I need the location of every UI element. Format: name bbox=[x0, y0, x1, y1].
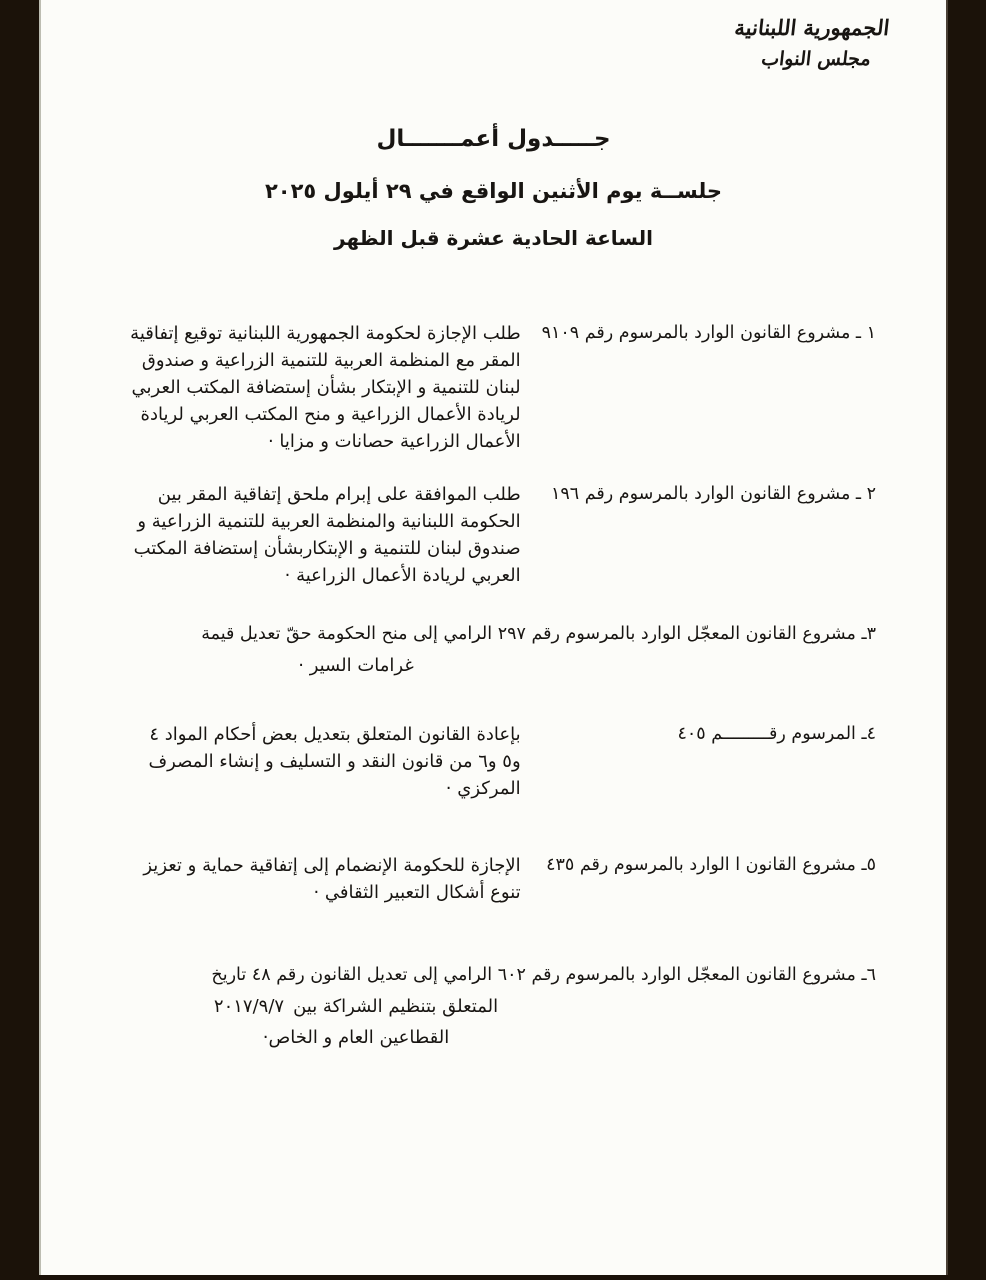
agenda-items bbox=[41, 320, 946, 1053]
item-2-heading: ٢ ـ مشروع القانون الوارد بالمرسوم رقم ١٩٦ bbox=[550, 484, 876, 504]
item-1-heading: ١ ـ مشروع القانون الوارد بالمرسوم رقم ٩١٠٩ bbox=[541, 323, 876, 343]
agenda-item-1 bbox=[41, 320, 946, 455]
item-2-description: طلب الموافقة على إبرام ملحق إتفاقية المقر بين الحكومة اللبنانية والمنظمة العربية للتنمية الزراعية و صندوق لبنان للتنمية و الإبتكاربشأن إستضافة المكتب العربي لريادة الأعمال الزراعية · bbox=[133, 484, 521, 586]
letterhead-parliament: مجلس النواب bbox=[758, 48, 872, 70]
agenda-item-2 bbox=[41, 481, 946, 589]
item-4-description: بإعادة القانون المتعلق بتعديل بعض أحكام المواد ٤ و٥ و٦ من قانون النقد و التسليف و إنشاء المصرف المركزي · bbox=[148, 724, 521, 799]
agenda-item-4 bbox=[41, 721, 946, 802]
item-6-line2-text: المتعلق بتنظيم الشراكة بين bbox=[293, 996, 499, 1017]
document-page bbox=[39, 0, 948, 1275]
scan-edge-left bbox=[948, 0, 986, 1280]
item-6-line1: ٦ـ مشروع القانون المعجّل الوارد بالمرسوم رقم ٦٠٢ الرامي إلى تعديل القانون رقم ٤٨ تاريخ bbox=[211, 965, 876, 985]
session-time-line: الساعة الحادية عشرة قبل الظهر bbox=[334, 226, 653, 250]
agenda-item-5 bbox=[41, 852, 946, 906]
agenda-title: جـــــدول أعمـــــــال bbox=[376, 126, 611, 152]
agenda-item-6 bbox=[41, 960, 946, 1053]
scan-edge-right bbox=[0, 0, 39, 1280]
item-1-description: طلب الإجازة لحكومة الجمهورية اللبنانية توقيع إتفاقية المقر مع المنظمة العربية للتنمية الزراعية و صندوق لبنان للتنمية و الإبتكار بشأن إستضافة المكتب العربي لريادة الأعمال الزراعية و منح المكتب العربي لريادة الأعمال الزراعية حصانات و مزايا · bbox=[130, 323, 521, 452]
item-6-line3: القطاعين العام و الخاص· bbox=[262, 1027, 450, 1048]
item-6-date: ٢٠١٧/٩/٧ bbox=[213, 996, 285, 1017]
item-6-line2 bbox=[186, 991, 526, 1022]
item-4-heading: ٤ـ المرسوم رقـــــــــم ٤٠٥ bbox=[677, 724, 876, 744]
session-date-line: جلســة يوم الأثنين الواقع في ٢٩ أيلول ٢٠٢٥ bbox=[264, 179, 723, 203]
agenda-item-3 bbox=[41, 619, 946, 681]
item-5-description: الإجازة للحكومة الإنضمام إلى إتفاقية حماية و تعزيز تنوع أشكال التعبير الثقافي · bbox=[143, 855, 521, 903]
item-5-heading: ٥ـ مشروع القانون ا الوارد بالمرسوم رقم ٤٣٥ bbox=[546, 855, 876, 875]
letterhead bbox=[41, 0, 946, 74]
item-3-line2: غرامات السير · bbox=[298, 655, 414, 676]
letterhead-republic: الجمهورية اللبنانية bbox=[731, 16, 890, 40]
letterhead-text bbox=[731, 12, 894, 74]
item-3-line1: ٣ـ مشروع القانون المعجّل الوارد بالمرسوم رقم ٢٩٧ الرامي إلى منح الحكومة حقّ تعديل قيمة bbox=[201, 624, 876, 644]
